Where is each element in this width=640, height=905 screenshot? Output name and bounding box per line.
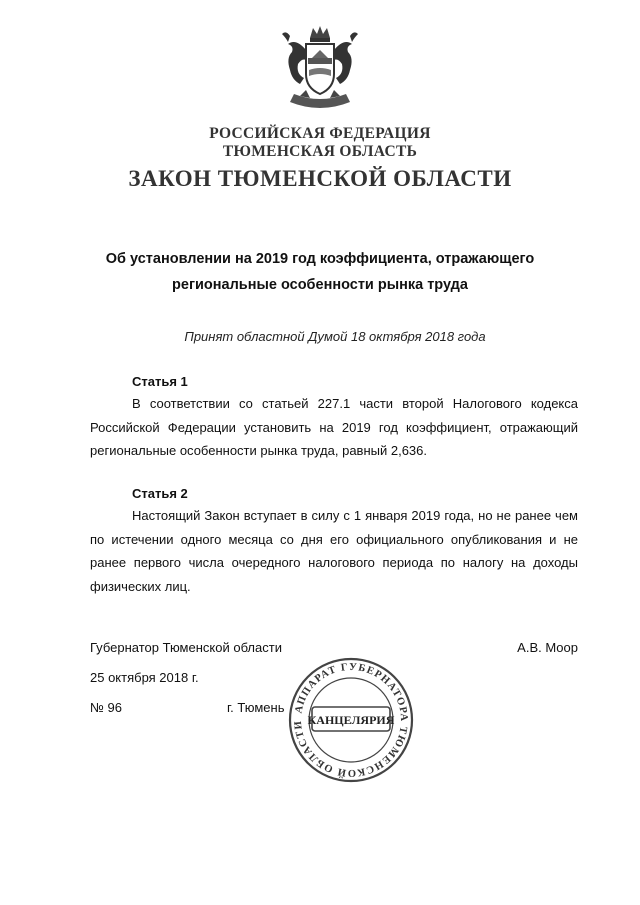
signing-date: 25 октября 2018 г. [90, 670, 199, 685]
seal-center-text: КАНЦЕЛЯРИЯ [307, 713, 395, 727]
article-2-text: Настоящий Закон вступает в силу с 1 января 2019 года, но не ранее чем по истечении одного месяца со дня его официального опубликования и не ранее первого числа очередного налогового периода по налогу на доходы физических лиц. [90, 508, 578, 594]
article-1-heading: Статья 1 [132, 374, 188, 389]
signing-place: г. Тюмень [227, 700, 285, 715]
article-2-heading: Статья 2 [132, 486, 188, 501]
law-type-heading: ЗАКОН ТЮМЕНСКОЙ ОБЛАСТИ [128, 166, 512, 191]
law-number: № 96 [90, 700, 123, 715]
signatory-name: А.В. Моор [517, 640, 578, 655]
header-region: ТЮМЕНСКАЯ ОБЛАСТЬ [222, 143, 418, 160]
header-federation: РОССИЙСКАЯ ФЕДЕРАЦИЯ [209, 125, 431, 142]
law-title-line-1: Об установлении на 2019 год коэффициента, отражающего [105, 251, 535, 267]
law-title-line-2: региональные особенности рынка труда [172, 277, 468, 293]
seal-ring-text: АППАРАТ ГУБЕРНАТОРА ТЮМЕНСКОЙ ОБЛАСТИ [292, 661, 410, 779]
signatory-position: Губернатор Тюменской области [90, 640, 282, 655]
adoption-note: Принят областной Думой 18 октября 2018 года [184, 329, 486, 344]
article-1-text: В соответствии со статьей 227.1 части второй Налогового кодекса Российской Федерации установить на 2019 год коэффициент, отражающий региональные особенности рынка труда, равный 2,636. [90, 396, 578, 458]
office-seal-stamp [286, 655, 416, 785]
coat-of-arms-icon [270, 24, 370, 112]
